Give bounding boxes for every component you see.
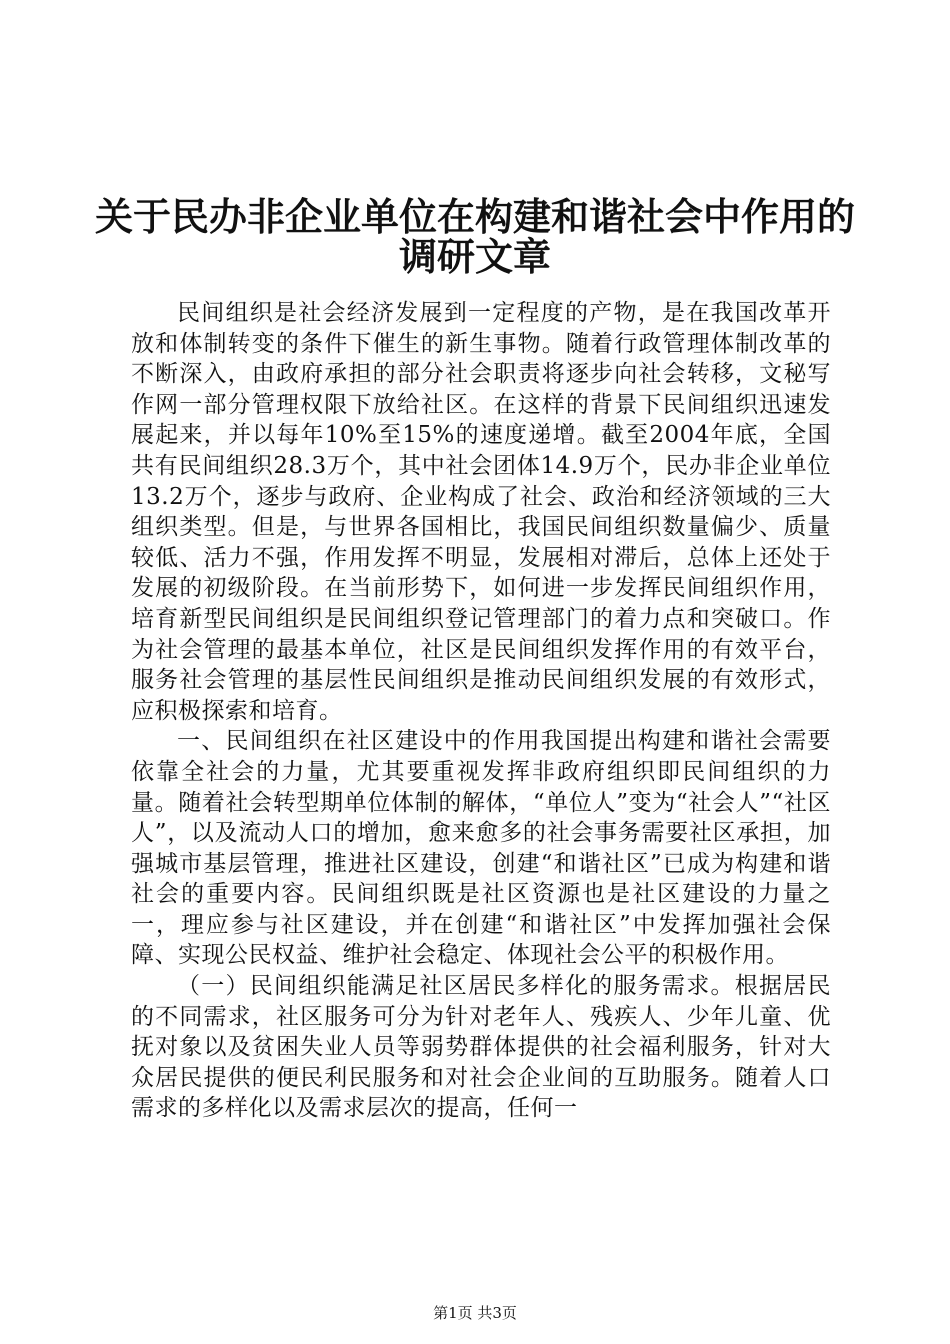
document-title-line-2: 调研文章: [398, 235, 551, 279]
document-title-line-1: 关于民办非企业单位在构建和谐社会中作用的: [94, 195, 855, 239]
paragraph-intro: 民间组织是社会经济发展到一定程度的产物，是在我国改革开放和体制转变的条件下催生的新生事物。随着行政管理体制改革的不断深入，由政府承担的部分社会职责将逐步向社会转移，文秘写作网一部分管理权限下放给社区。在这样的背景下民间组织迅速发展起来，并以每年10%至15%的速度递增。截至2004年底，全国共有民间组织28.3万个，其中社会团体14.9万个，民办非企业单位13.2万个，逐步与政府、企业构成了社会、政治和经济领域的三大组织类型。但是，与世界各国相比，我国民间组织数量偏少、质量较低、活力不强，作用发挥不明显，发展相对滞后，总体上还处于发展的初级阶段。在当前形势下，如何进一步发挥民间组织作用，培育新型民间组织是民间组织登记管理部门的着力点和突破口。作为社会管理的最基本单位，社区是民间组织发挥作用的有效平台，服务社会管理的基层性民间组织是推动民间组织发展的有效形式，应积极探索和培育。: [131, 300, 831, 724]
paragraph-subsection-1: （一）民间组织能满足社区居民多样化的服务需求。根据居民的不同需求，社区服务可分为针对老年人、残疾人、少年儿童、优抚对象以及贫困失业人员等弱势群体提供的社会福利服务，针对大众居民提供的便民利民服务和对社会企业间的互助服务。随着人口需求的多样化以及需求层次的提高，任何一: [131, 973, 831, 1122]
document-body: [131, 298, 831, 1124]
paragraph-section-1: 一、民间组织在社区建设中的作用我国提出构建和谐社会需要依靠全社会的力量，尤其要重视发挥非政府组织即民间组织的力量。随着社会转型期单位体制的解体，“单位人”变为“社会人”“社区人”，以及流动人口的增加，愈来愈多的社会事务需要社区承担，加强城市基层管理，推进社区建设，创建“和谐社区”已成为构建和谐社会的重要内容。民间组织既是社区资源也是社区建设的力量之一，理应参与社区建设，并在创建“和谐社区”中发挥加强社会保障、实现公民权益、维护社会稳定、体现社会公平的积极作用。: [131, 728, 831, 969]
page-number: 第1页 共3页: [433, 1304, 517, 1322]
